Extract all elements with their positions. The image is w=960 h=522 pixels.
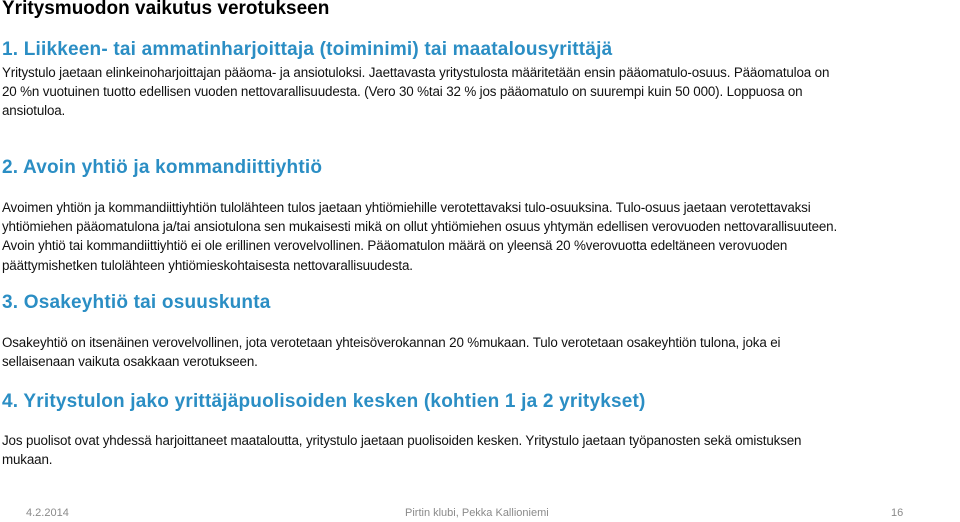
section-4-heading: 4. Yritystulon jako yrittäjäpuolisoiden kesken (kohtien 1 ja 2 yritykset): [2, 391, 646, 412]
section-2-text: [2, 198, 837, 275]
footer-page-number: 16: [891, 507, 904, 519]
text-line: ansiotuloa.: [2, 103, 66, 119]
footer-date: 4.2.2014: [26, 507, 69, 519]
section-4-text: [2, 431, 801, 469]
section-3-text: [2, 333, 780, 371]
page-title: Yritysmuodon vaikutus verotukseen: [2, 0, 330, 19]
text-line: Avoin yhtiö tai kommandiittiyhtiö ei ole erillinen verovelvollinen. Pääomatulon määrä on yleensä 20 %verovuotta edeltäneen verovuoden: [2, 238, 788, 254]
text-line: sellaisenaan vaikuta osakkaan verotukseen.: [2, 354, 258, 370]
section-3-heading: 3. Osakeyhtiö tai osuuskunta: [2, 292, 271, 313]
section-2-heading: 2. Avoin yhtiö ja kommandiittiyhtiö: [2, 157, 323, 178]
text-line: Avoimen yhtiön ja kommandiittiyhtiön tulolähteen tulos jaetaan yhtiömiehille verotettavaksi tulo-osuuksina. Tulo-osuus jaetaan verotettavaksi: [2, 200, 811, 215]
text-line: päättymishetken tulolähteen yhtiömieskohtaisesta nettovarallisuudesta.: [2, 257, 413, 273]
text-line: Jos puolisot ovat yhdessä harjoittaneet maataloutta, yritystulo jaetaan puolisoiden kesken. Yritystulo jaetaan työpanosten sekä omistuksen: [2, 433, 802, 448]
text-line: yhtiömiehen pääomatulona ja/tai ansiotulona sen mukaisesti mikä on ollut yhtiömiehen osuus yhtymän edellisen verovuoden nettovarallisuuteen.: [2, 219, 838, 235]
footer-author: Pirtin klubi, Pekka Kallioniemi: [405, 507, 549, 519]
section-1-heading: 1. Liikkeen- tai ammatinharjoittaja (toiminimi) tai maatalousyrittäjä: [2, 39, 613, 60]
text-line: 20 %n vuotuinen tuotto edellisen vuoden nettovarallisuudesta. (Vero 30 %tai 32 % jos pääomatulo on suurempi kuin 50 000). Loppuosa on: [2, 84, 803, 100]
text-line: Yritystulo jaetaan elinkeinoharjoittajan pääoma- ja ansiotuloksi. Jaettavasta yritystulosta määritetään ensin pääomatulo-osuus. Pääomatuloa on: [2, 65, 830, 80]
text-line: Osakeyhtiö on itsenäinen verovelvollinen, jota verotetaan yhteisöverokannan 20 %mukaan. Tulo verotetaan osakeyhtiön tulona, joka ei: [2, 335, 781, 350]
section-1-text: [2, 63, 829, 121]
text-line: mukaan.: [2, 452, 53, 468]
